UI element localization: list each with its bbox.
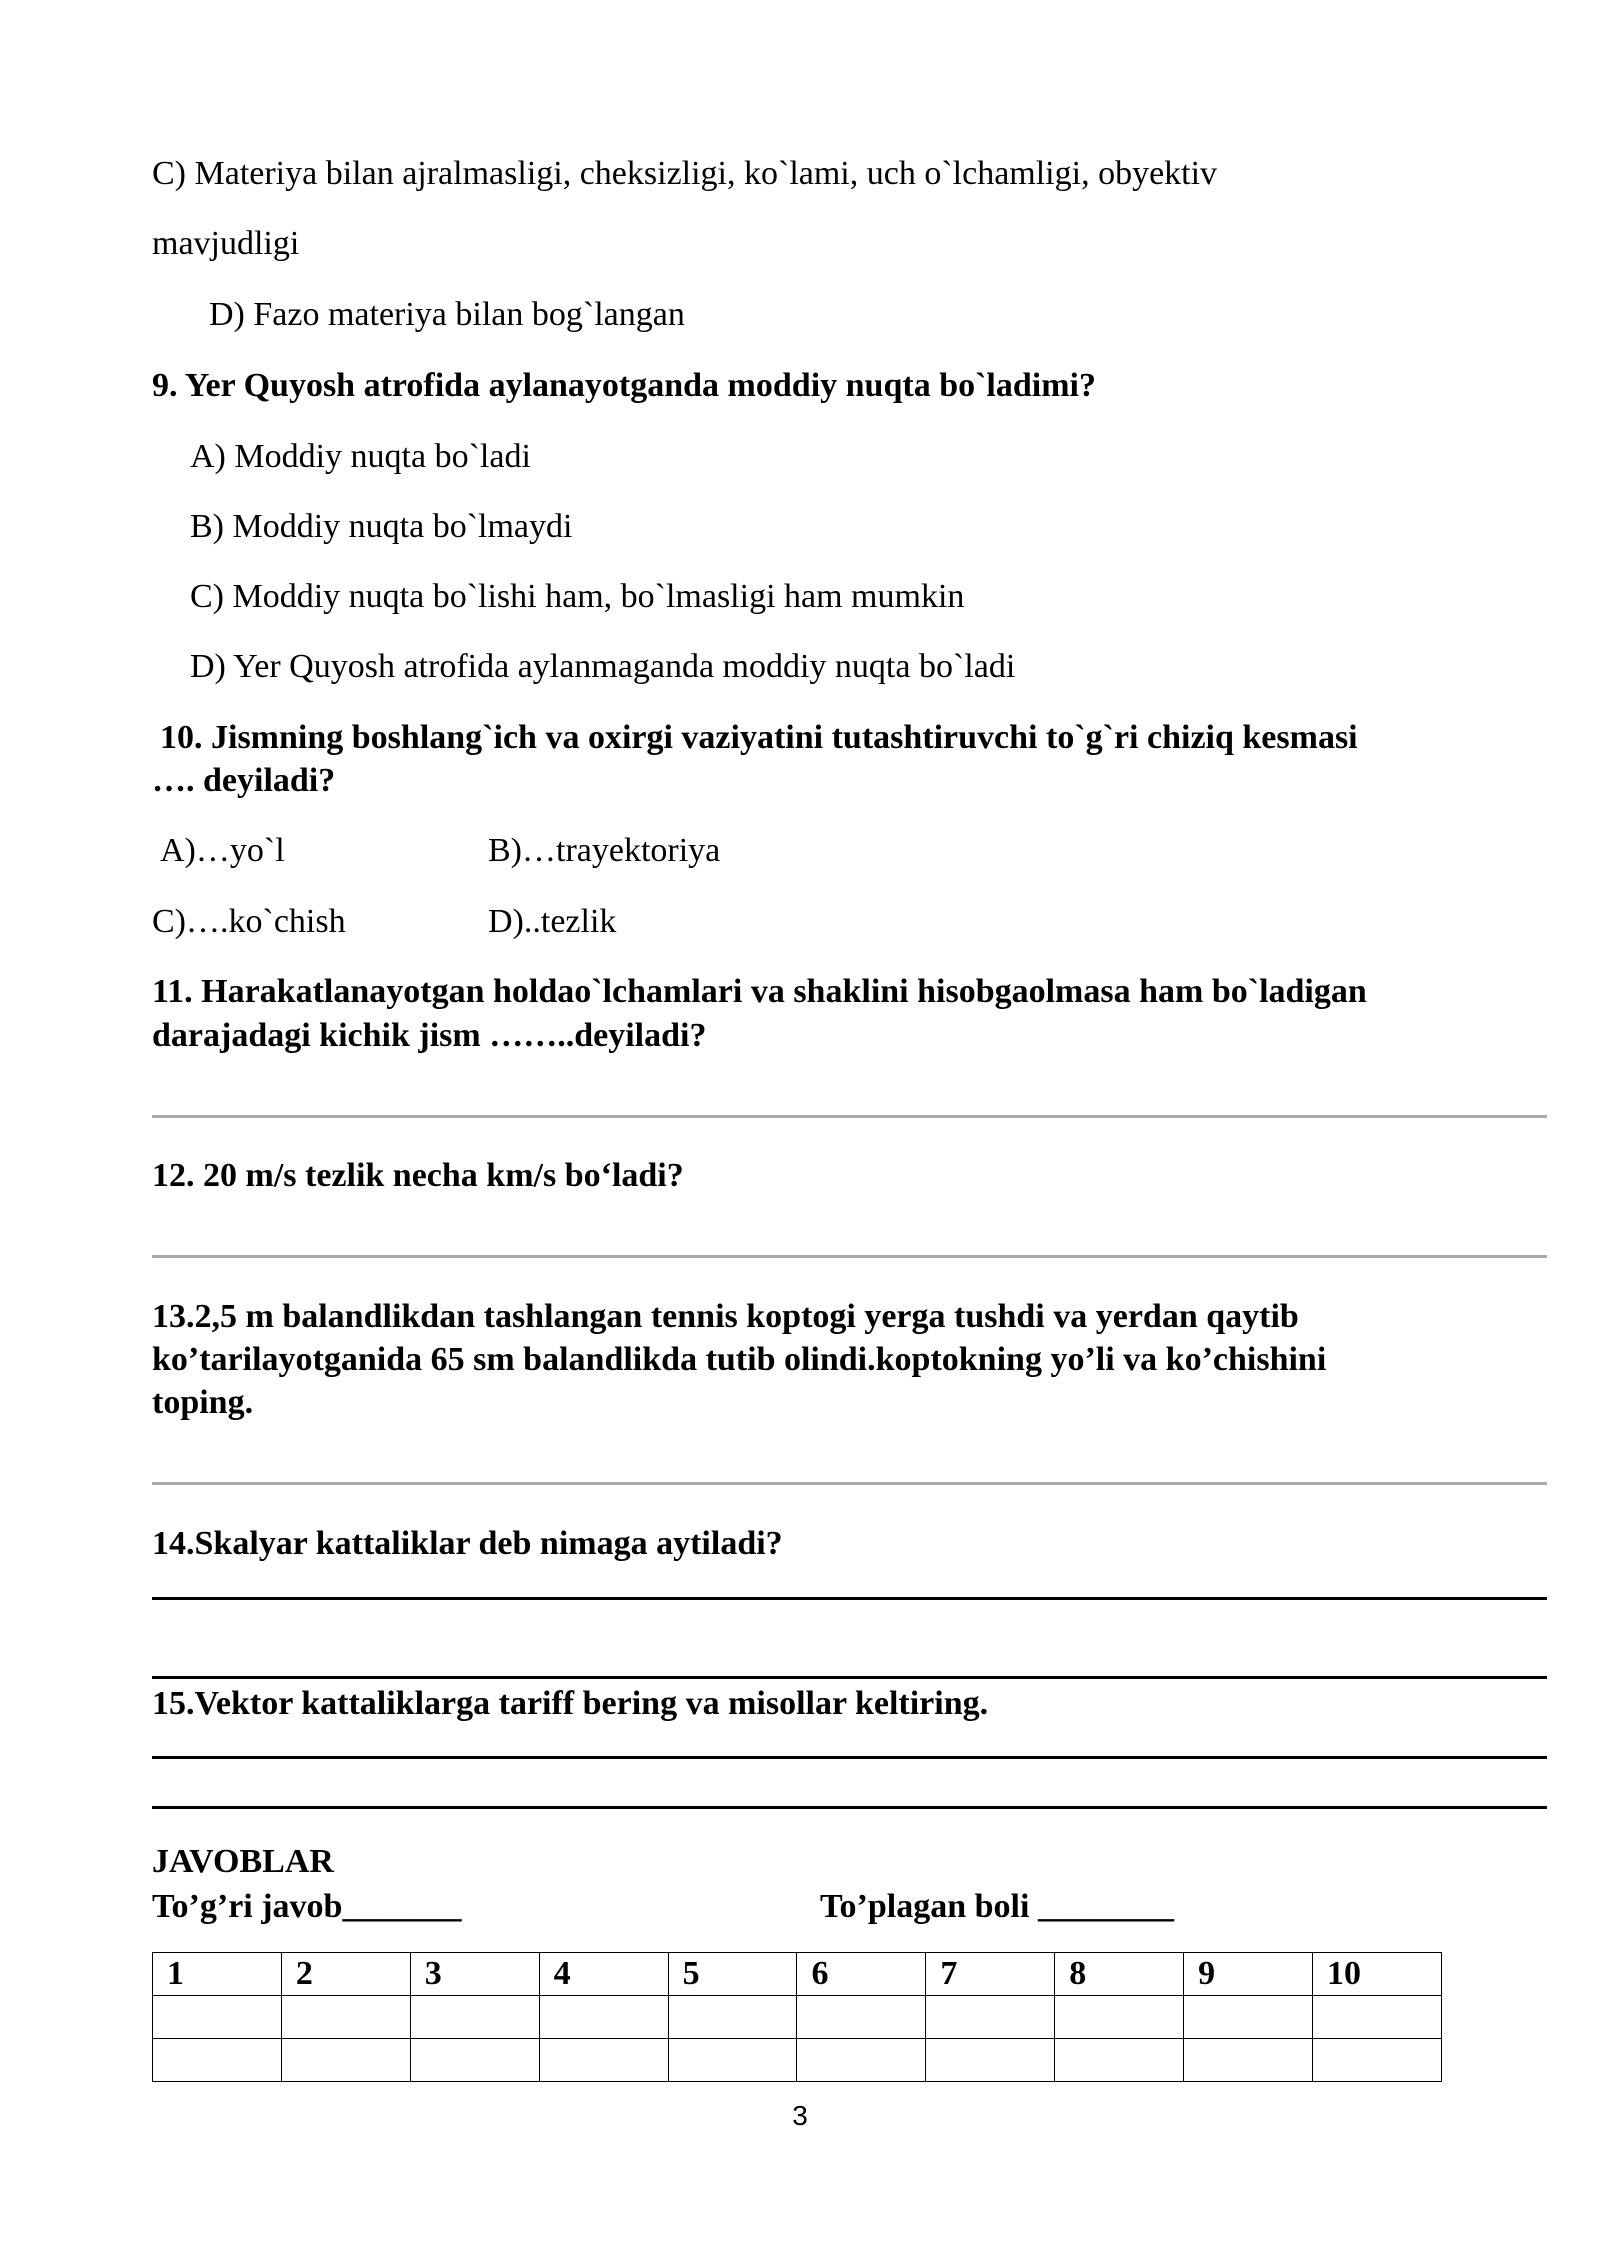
answer-col-header: 8 xyxy=(1055,1953,1184,1996)
answer-cell[interactable] xyxy=(797,2039,926,2082)
q10-question-line2: …. deyiladi? xyxy=(152,762,336,799)
q13-question-line1: 13.2,5 m balandlikdan tashlangan tennis koptogi yerga tushdi va yerdan qaytib xyxy=(152,1298,1299,1335)
answer-col-header: 2 xyxy=(281,1953,410,1996)
answer-col-header: 4 xyxy=(539,1953,668,1996)
answer-cell[interactable] xyxy=(153,1996,282,2039)
answer-cell[interactable] xyxy=(797,1996,926,2039)
answer-cell[interactable] xyxy=(1184,2039,1313,2082)
q14-answer-line-1 xyxy=(152,1597,1547,1600)
answer-cell[interactable] xyxy=(1055,1996,1184,2039)
answer-cell[interactable] xyxy=(153,2039,282,2082)
answer-table-row xyxy=(153,2039,1442,2082)
q8-option-d: D) Fazo materiya bilan bog`langan xyxy=(209,296,685,333)
q10-option-d: D)..tezlik xyxy=(488,903,617,940)
q15-answer-line-2 xyxy=(152,1806,1547,1809)
q9-option-c: C) Moddiy nuqta bo`lishi ham, bo`lmasligi ham mumkin xyxy=(190,578,965,615)
answer-col-header: 6 xyxy=(797,1953,926,1996)
q12-question: 12. 20 m/s tezlik necha km/s bo‘ladi? xyxy=(152,1157,684,1194)
q8-option-c-line1: C) Materiya bilan ajralmasligi, cheksizligi, ko`lami, uch o`lchamligi, obyektiv xyxy=(152,155,1218,192)
answer-col-header: 7 xyxy=(926,1953,1055,1996)
q10-option-a: A)…yo`l xyxy=(160,832,285,869)
q10-option-c: C)….ko`chish xyxy=(152,903,346,940)
correct-answer-label: To’g’ri javob_______ xyxy=(152,1888,462,1925)
q14-answer-line-2 xyxy=(152,1676,1547,1679)
q13-answer-line xyxy=(152,1482,1547,1485)
q11-question-line2: darajadagi kichik jism ……..deyiladi? xyxy=(152,1017,707,1054)
answer-cell[interactable] xyxy=(539,1996,668,2039)
answer-cell[interactable] xyxy=(410,2039,539,2082)
q13-question-line3: toping. xyxy=(152,1384,254,1421)
q9-option-a: A) Moddiy nuqta bo`ladi xyxy=(190,438,531,475)
q14-question: 14.Skalyar kattaliklar deb nimaga aytiladi? xyxy=(152,1525,783,1562)
q8-option-c-line2: mavjudligi xyxy=(152,225,300,262)
answer-cell[interactable] xyxy=(1313,1996,1442,2039)
q9-option-b: B) Moddiy nuqta bo`lmaydi xyxy=(190,508,573,545)
answer-cell[interactable] xyxy=(668,2039,797,2082)
q9-option-d: D) Yer Quyosh atrofida aylanmaganda moddiy nuqta bo`ladi xyxy=(190,648,1016,685)
page-number: 3 xyxy=(792,2100,808,2131)
q10-question-line1: 10. Jismning boshlang`ich va oxirgi vaziyatini tutashtiruvchi to`g`ri chiziq kesmasi xyxy=(160,719,1358,756)
q15-question: 15.Vektor kattaliklarga tariff bering va misollar keltiring. xyxy=(152,1685,989,1722)
answer-cell[interactable] xyxy=(1055,2039,1184,2082)
answer-cell[interactable] xyxy=(926,2039,1055,2082)
answer-col-header: 9 xyxy=(1184,1953,1313,1996)
q10-option-b: B)…trayektoriya xyxy=(488,832,721,869)
q15-answer-line-1 xyxy=(152,1756,1547,1759)
answers-heading: JAVOBLAR xyxy=(152,1843,334,1880)
answer-cell[interactable] xyxy=(926,1996,1055,2039)
q12-answer-line xyxy=(152,1255,1547,1258)
q13-question-line2: ko’tarilayotganida 65 sm balandlikda tutib olindi.koptokning yo’li va ko’chishini xyxy=(152,1341,1327,1378)
answer-table-row xyxy=(153,1996,1442,2039)
answer-cell[interactable] xyxy=(668,1996,797,2039)
answer-cell[interactable] xyxy=(1313,2039,1442,2082)
q11-answer-line xyxy=(152,1115,1547,1118)
score-label: To’plagan boli ________ xyxy=(820,1888,1174,1925)
answer-col-header: 1 xyxy=(153,1953,282,1996)
answer-cell[interactable] xyxy=(281,1996,410,2039)
answer-cell[interactable] xyxy=(410,1996,539,2039)
answer-cell[interactable] xyxy=(1184,1996,1313,2039)
q9-question: 9. Yer Quyosh atrofida aylanayotganda moddiy nuqta bo`ladimi? xyxy=(152,367,1096,404)
answer-table-header-row xyxy=(153,1953,1442,1996)
answer-col-header: 5 xyxy=(668,1953,797,1996)
answer-cell[interactable] xyxy=(281,2039,410,2082)
q11-question-line1: 11. Harakatlanayotgan holdao`lchamlari va shaklini hisobgaolmasa ham bo`ladigan xyxy=(152,973,1367,1010)
answer-col-header: 10 xyxy=(1313,1953,1442,1996)
answer-cell[interactable] xyxy=(539,2039,668,2082)
answer-col-header: 3 xyxy=(410,1953,539,1996)
answer-table xyxy=(152,1952,1442,2082)
